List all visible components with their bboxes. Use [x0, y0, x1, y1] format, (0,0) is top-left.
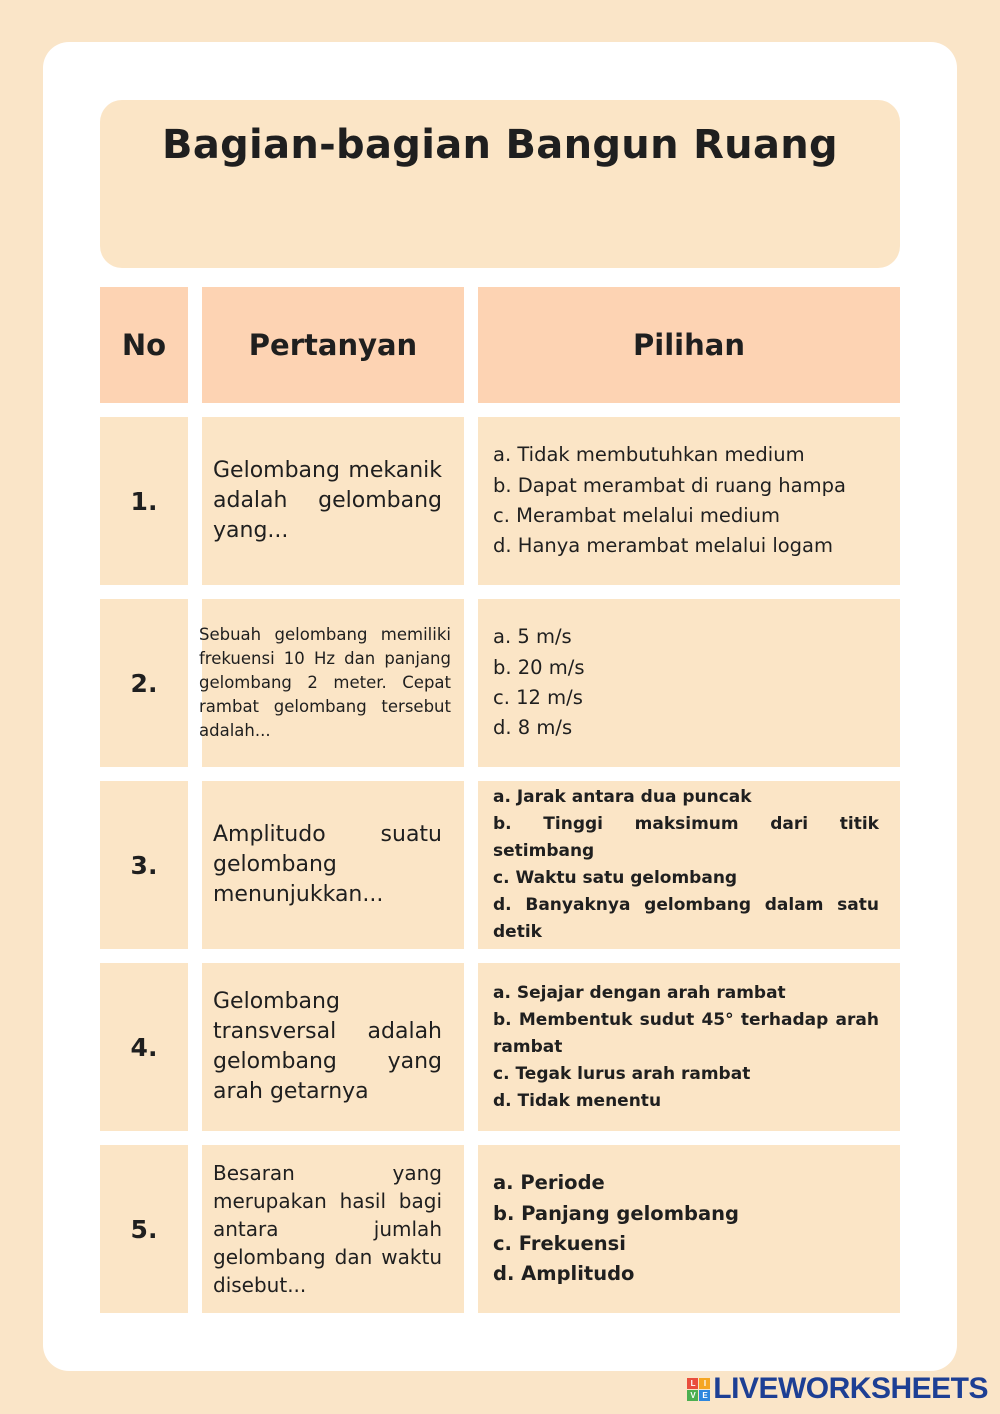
option-d[interactable]: d. Banyaknya gelombang dalam satu detik	[493, 895, 879, 942]
liveworksheets-logo[interactable]	[687, 1372, 988, 1406]
page-title: Bagian-bagian Bangun Ruang	[162, 122, 838, 168]
row-number: 3.	[100, 781, 188, 949]
option-a[interactable]: a. Jarak antara dua puncak	[493, 787, 752, 807]
option-d[interactable]: d. 8 m/s	[493, 716, 573, 740]
options-cell	[478, 1145, 900, 1313]
row-number: 2.	[100, 599, 188, 767]
option-c[interactable]: c. Tegak lurus arah rambat	[493, 1063, 751, 1084]
logo-tile: L	[687, 1378, 698, 1389]
logo-text: LIVEWORKSHEETS	[713, 1372, 988, 1405]
question-text: Gelombang transversal adalah gelombang yang arah getarnya	[213, 989, 442, 1104]
options-cell	[478, 417, 900, 585]
question-cell	[202, 781, 464, 949]
option-b[interactable]: b. Panjang gelombang	[493, 1201, 739, 1225]
title-box	[100, 100, 900, 268]
question-text: Sebuah gelombang memiliki frekuensi 10 Hz dan panjang gelombang 2 meter. Cepat rambat gelombang tersebut adalah...	[199, 625, 451, 740]
option-c[interactable]: c. Frekuensi	[493, 1232, 626, 1255]
options-cell	[478, 781, 900, 949]
row-number: 1.	[100, 417, 188, 585]
question-cell	[202, 1145, 464, 1313]
options-cell	[478, 963, 900, 1131]
option-c[interactable]: c. Merambat melalui medium	[493, 504, 780, 527]
header-options: Pilihan	[478, 287, 900, 403]
option-c[interactable]: c. Waktu satu gelombang	[493, 868, 738, 888]
option-a[interactable]: a. Sejajar dengan arah rambat	[493, 982, 786, 1003]
option-a[interactable]: a. Periode	[493, 1171, 605, 1195]
option-b[interactable]: b. 20 m/s	[493, 655, 585, 679]
question-text: Besaran yang merupakan hasil bagi antara jumlah gelombang dan waktu disebut...	[213, 1161, 442, 1297]
logo-tile: I	[699, 1378, 710, 1389]
option-b[interactable]: b. Tinggi maksimum dari titik setimbang	[493, 814, 879, 861]
option-b[interactable]: b. Membentuk sudut 45° terhadap arah rambat	[493, 1009, 879, 1057]
header-no: No	[100, 287, 188, 403]
row-number: 5.	[100, 1145, 188, 1313]
liveworksheets-logo-icon	[687, 1378, 710, 1401]
option-c[interactable]: c. 12 m/s	[493, 686, 583, 709]
header-question: Pertanyan	[202, 287, 464, 403]
option-a[interactable]: a. Tidak membutuhkan medium	[493, 443, 805, 467]
option-d[interactable]: d. Hanya merambat melalui logam	[493, 534, 833, 558]
question-cell	[202, 417, 464, 585]
option-d[interactable]: d. Amplitudo	[493, 1262, 635, 1286]
option-d[interactable]: d. Tidak menentu	[493, 1090, 662, 1111]
logo-tile: V	[687, 1390, 698, 1401]
question-cell	[202, 963, 464, 1131]
options-cell	[478, 599, 900, 767]
option-a[interactable]: a. 5 m/s	[493, 625, 572, 649]
question-text: Amplitudo suatu gelombang menunjukkan...	[213, 822, 442, 907]
row-number: 4.	[100, 963, 188, 1131]
option-b[interactable]: b. Dapat merambat di ruang hampa	[493, 473, 846, 497]
logo-tile: E	[699, 1390, 710, 1401]
question-cell	[199, 599, 464, 767]
question-text: Gelombang mekanik adalah gelombang yang...	[213, 458, 442, 543]
